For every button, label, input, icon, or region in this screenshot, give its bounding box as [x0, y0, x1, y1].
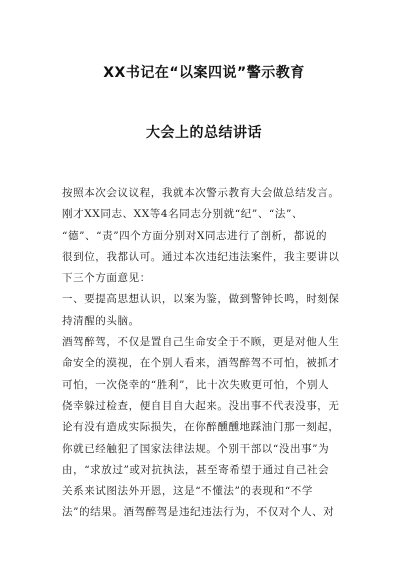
- section-heading-line: 一、要提高思想认识，以案为鉴，做到警钟长鸣，时刻保: [62, 293, 340, 306]
- body-line: 由，“求放过”或对抗执法，甚至寄希望于通过自己社会: [62, 463, 330, 476]
- document-title-line-2: 大会上的总结讲话: [146, 125, 262, 141]
- body-line: 论有没有造成实际损失，在你醉醺醺地踩油门那一刻起，: [62, 421, 340, 434]
- body-line: 关系来试图法外开恩，这是“不懂法”的表现和“不学: [62, 485, 314, 498]
- body-line: 按照本次会议议程，我就本次警示教育大会做总结发言。: [62, 187, 340, 199]
- body-line: 命安全的漠视，在个别人看来，酒驾醉驾不可怕，被抓才: [62, 357, 340, 370]
- body-line: 刚才XX同志、XX等4名同志分别就“纪”、“法”、: [62, 208, 304, 221]
- document-body: [62, 183, 352, 524]
- body-line: 很到位，我都认可。通过本次违纪违法案件，我主要讲以: [62, 250, 340, 263]
- body-line: “德”、“责”四个方面分别对X同志进行了剖析，都说的: [62, 229, 328, 242]
- section-heading-line: 持清醒的头脑。: [62, 314, 140, 327]
- body-line: 酒驾醉驾，不仅是置自己生命安全于不顾，更是对他人生: [62, 336, 340, 349]
- body-line: 你就已经触犯了国家法律法规。个别干部以“没出事”为: [62, 442, 330, 455]
- body-line: 侥幸躲过检查，便自目自大起来。没出事不代表没事，无: [62, 399, 340, 412]
- body-line: 可怕，一次侥幸的“胜利”，比十次失败更可怕，个别人: [62, 378, 330, 391]
- document-title-line-1: XX书记在“以案四说”警示教育: [103, 65, 305, 81]
- body-line: 法”的结果。酒驾醉驾是违纪违法行为，不仅对个人、对: [62, 506, 335, 519]
- body-line: 下三个方面意见：: [62, 272, 151, 285]
